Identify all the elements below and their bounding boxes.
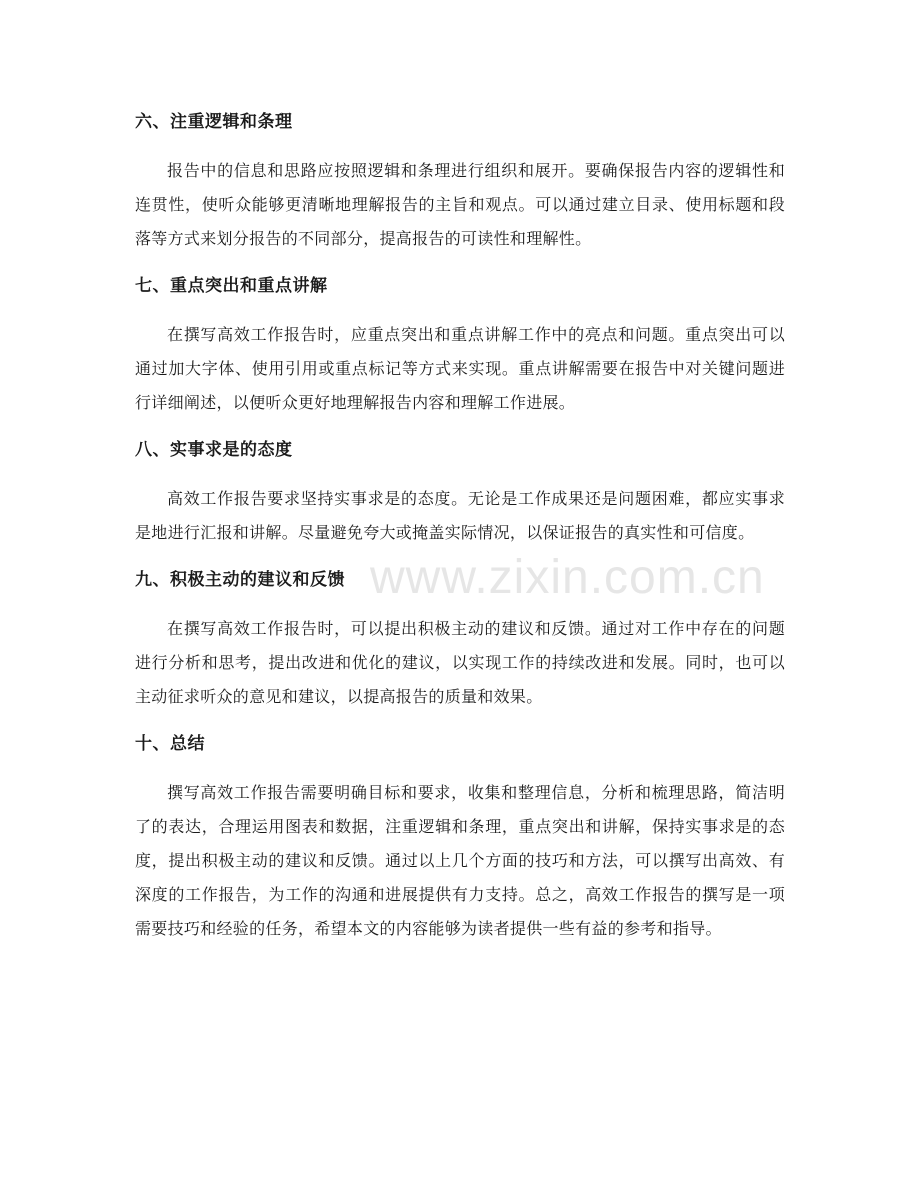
section-9	[135, 562, 785, 714]
section-paragraph: 高效工作报告要求坚持实事求是的态度。无论是工作成果还是问题困难，都应实事求是地进行汇报和讲解。尽量避免夸大或掩盖实际情况，以保证报告的真实性和可信度。	[135, 489, 785, 542]
section-heading: 九、积极主动的建议和反馈	[135, 570, 345, 590]
section-7	[135, 268, 785, 420]
section-8	[135, 432, 785, 550]
section-heading: 七、重点突出和重点讲解	[135, 276, 328, 296]
section-heading: 六、注重逻辑和条理	[135, 112, 293, 132]
section-10	[135, 726, 785, 946]
document-body	[135, 104, 785, 958]
section-heading: 八、实事求是的态度	[135, 440, 293, 460]
section-paragraph: 在撰写高效工作报告时，应重点突出和重点讲解工作中的亮点和问题。重点突出可以通过加大字体、使用引用或重点标记等方式来实现。重点讲解需要在报告中对关键问题进行详细阐述，以便听众更好地理解报告内容和理解工作进展。	[135, 325, 785, 412]
section-paragraph: 报告中的信息和思路应按照逻辑和条理进行组织和展开。要确保报告内容的逻辑性和连贯性，使听众能够更清晰地理解报告的主旨和观点。可以通过建立目录、使用标题和段落等方式来划分报告的不同部分，提高报告的可读性和理解性。	[135, 161, 785, 248]
section-paragraph: 撰写高效工作报告需要明确目标和要求，收集和整理信息，分析和梳理思路，简洁明了的表达，合理运用图表和数据，注重逻辑和条理，重点突出和讲解，保持实事求是的态度，提出积极主动的建议和反馈。通过以上几个方面的技巧和方法，可以撰写出高效、有深度的工作报告，为工作的沟通和进展提供有力支持。总之，高效工作报告的撰写是一项需要技巧和经验的任务，希望本文的内容能够为读者提供一些有益的参考和指导。	[135, 783, 785, 938]
section-heading: 十、总结	[135, 734, 205, 754]
section-6	[135, 104, 785, 256]
section-paragraph: 在撰写高效工作报告时，可以提出积极主动的建议和反馈。通过对工作中存在的问题进行分析和思考，提出改进和优化的建议，以实现工作的持续改进和发展。同时，也可以主动征求听众的意见和建议，以提高报告的质量和效果。	[135, 619, 785, 706]
watermark: www.zixin.com.cn	[370, 551, 765, 604]
